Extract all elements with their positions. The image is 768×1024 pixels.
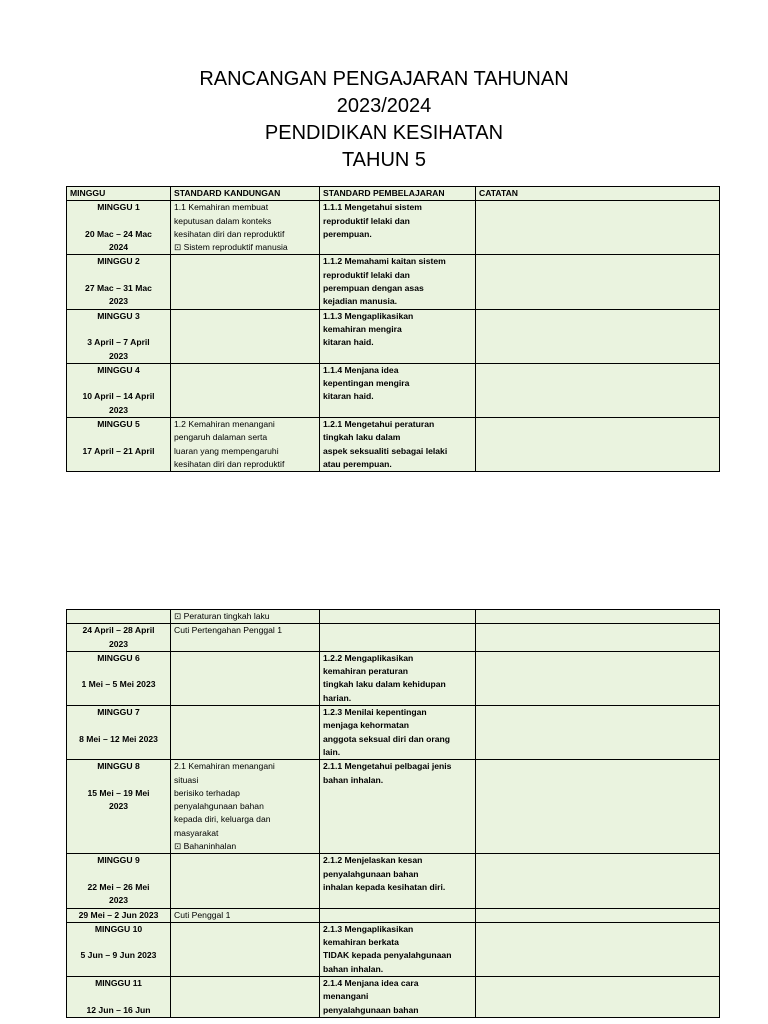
cell-text-line: bahan inhalan.	[323, 774, 384, 785]
cell-text-line	[70, 377, 167, 390]
cell-standard-pembelajaran	[320, 651, 476, 705]
cell-standard-kandungan	[171, 908, 320, 922]
cell-minggu	[67, 255, 171, 309]
cell-standard-kandungan	[171, 418, 320, 472]
cell-text-line: kemahiran mengira	[323, 323, 402, 334]
cell-standard-pembelajaran	[320, 418, 476, 472]
cell-text-line: aspek seksualiti sebagai lelaki	[323, 445, 448, 456]
cell-text-line: tingkah laku dalam	[323, 432, 401, 443]
cell-catatan	[476, 255, 720, 309]
cell-text-line: 8 Mei – 12 Mei 2023	[79, 733, 158, 744]
cell-text-line: 17 April – 21 April	[82, 445, 155, 456]
cell-text-line: tingkah laku dalam kehidupan	[323, 679, 446, 690]
cell-text-line: Cuti Pertengahan Penggal 1	[174, 625, 282, 636]
cell-text-line: 2.1 Kemahiran menangani	[174, 761, 275, 772]
table-row	[67, 706, 720, 760]
cell-standard-kandungan	[171, 706, 320, 760]
cell-text-line: MINGGU 10	[94, 923, 143, 934]
cell-standard-kandungan	[171, 363, 320, 417]
title-line-1: RANCANGAN PENGAJARAN TAHUNAN	[199, 68, 569, 90]
cell-standard-kandungan	[171, 760, 320, 854]
cell-text-line: berisiko terhadap	[174, 787, 240, 798]
cell-standard-pembelajaran	[320, 624, 476, 652]
cell-text-line: kemahiran berkata	[323, 937, 399, 948]
cell-minggu	[67, 908, 171, 922]
lesson-plan-table-2	[66, 609, 720, 1018]
cell-text-line: 2023	[108, 895, 129, 906]
cell-minggu	[67, 610, 171, 624]
table-row	[67, 624, 720, 652]
cell-text-line: kepada diri, keluarga dan	[174, 814, 271, 825]
cell-text-line: MINGGU 6	[97, 652, 140, 663]
cell-standard-pembelajaran	[320, 977, 476, 1018]
cell-text-line	[70, 431, 167, 444]
cell-standard-pembelajaran	[320, 201, 476, 255]
cell-standard-kandungan	[171, 610, 320, 624]
table-row	[67, 760, 720, 854]
cell-minggu	[67, 624, 171, 652]
cell-text-line: reproduktif lelaki dan	[323, 269, 410, 280]
cell-minggu	[67, 854, 171, 908]
cell-minggu	[67, 922, 171, 976]
table-header-row	[67, 187, 720, 201]
cell-text-line: kitaran haid.	[323, 391, 374, 402]
header-catatan: CATATAN	[476, 187, 720, 201]
cell-catatan	[476, 977, 720, 1018]
cell-text-line: 15 Mei – 19 Mei	[87, 787, 150, 798]
cell-text-line: MINGGU 2	[97, 256, 140, 267]
cell-text-line: Cuti Penggal 1	[174, 909, 231, 920]
cell-text-line: kepentingan mengira	[323, 378, 410, 389]
table-row	[67, 854, 720, 908]
header-standard-pembelajaran: STANDARD PEMBELAJARAN	[320, 187, 476, 201]
cell-text-line: menangani	[323, 991, 369, 1002]
cell-text-line: 27 Mac – 31 Mac	[85, 283, 152, 294]
cell-catatan	[476, 610, 720, 624]
cell-text-line: luaran yang mempengaruhi	[174, 445, 279, 456]
cell-text-line	[70, 774, 167, 787]
cell-text-line: 1.1.1 Mengetahui sistem	[323, 202, 422, 213]
cell-standard-pembelajaran	[320, 854, 476, 908]
cell-text-line: 2023	[108, 296, 129, 307]
cell-minggu	[67, 418, 171, 472]
cell-text-line: kejadian manusia.	[323, 296, 398, 307]
cell-text-line: 20 Mac – 24 Mac	[85, 228, 152, 239]
cell-text-line	[70, 665, 167, 678]
cell-text-line: 2023	[108, 350, 129, 361]
cell-catatan	[476, 418, 720, 472]
cell-catatan	[476, 706, 720, 760]
cell-text-line: 1.1.4 Menjana idea	[323, 364, 399, 375]
cell-minggu	[67, 651, 171, 705]
cell-text-line: penyalahgunaan bahan	[174, 801, 264, 812]
cell-text-line: kitaran haid.	[323, 337, 374, 348]
cell-text-line: 1.1.2 Memahami kaitan sistem	[323, 256, 446, 267]
cell-text-line: 2.1.2 Menjelaskan kesan	[323, 855, 423, 866]
cell-text-line	[70, 215, 167, 228]
cell-standard-kandungan	[171, 922, 320, 976]
header-minggu: MINGGU	[67, 187, 171, 201]
cell-text-line: 2024	[108, 242, 129, 253]
cell-standard-pembelajaran	[320, 309, 476, 363]
cell-minggu	[67, 363, 171, 417]
table-row	[67, 201, 720, 255]
cell-text-line: 10 April – 14 April	[82, 391, 155, 402]
table-row	[67, 651, 720, 705]
cell-standard-pembelajaran	[320, 706, 476, 760]
cell-standard-pembelajaran	[320, 255, 476, 309]
cell-text-line: 5 Jun – 9 Jun 2023	[80, 950, 157, 961]
cell-catatan	[476, 201, 720, 255]
cell-text-line: MINGGU 1	[97, 202, 140, 213]
cell-text-line: 22 Mei – 26 Mei	[87, 881, 150, 892]
cell-text-line: penyalahgunaan bahan	[323, 868, 419, 879]
cell-text-line: 2023	[108, 404, 129, 415]
cell-text-line: 24 April – 28 April	[82, 625, 155, 636]
cell-text-line: 1.2 Kemahiran menangani	[174, 419, 275, 430]
table-row	[67, 977, 720, 1018]
cell-text-line: 1.2.3 Menilai kepentingan	[323, 707, 427, 718]
cell-text-line: 2.1.1 Mengetahui pelbagai jenis	[323, 761, 452, 772]
cell-text-line: 1.2.1 Mengetahui peraturan	[323, 419, 435, 430]
cell-text-line: 1 Mei – 5 Mei 2023	[81, 679, 156, 690]
cell-standard-kandungan	[171, 255, 320, 309]
cell-standard-kandungan	[171, 309, 320, 363]
cell-catatan	[476, 309, 720, 363]
cell-text-line: bahan inhalan.	[323, 963, 384, 974]
cell-text-line: 29 Mei – 2 Jun 2023	[78, 909, 159, 920]
document-title	[0, 66, 768, 174]
cell-text-line: TIDAK kepada penyalahgunaan	[323, 950, 452, 961]
cell-standard-kandungan	[171, 624, 320, 652]
title-line-3: PENDIDIKAN KESIHATAN	[264, 122, 504, 144]
cell-standard-pembelajaran	[320, 760, 476, 854]
cell-text-line: 2.1.4 Menjana idea cara	[323, 978, 419, 989]
cell-standard-pembelajaran	[320, 363, 476, 417]
cell-text-line: penyalahgunaan bahan	[323, 1004, 419, 1015]
cell-text-line: MINGGU 11	[95, 978, 142, 989]
cell-text-line: 1.1.3 Mengaplikasikan	[323, 310, 414, 321]
cell-standard-kandungan	[171, 201, 320, 255]
cell-standard-pembelajaran	[320, 908, 476, 922]
cell-text-line: kesihatan diri dan reproduktif	[174, 228, 285, 239]
cell-text-line: 2023	[108, 638, 129, 649]
cell-text-line: MINGGU 8	[97, 761, 140, 772]
cell-text-line: inhalan kepada kesihatan diri.	[323, 881, 446, 892]
table-row	[67, 922, 720, 976]
cell-minggu	[67, 309, 171, 363]
cell-text-line: ⊡ Sistem reproduktif manusia	[174, 242, 288, 253]
cell-text-line: atau perempuan.	[323, 458, 392, 469]
cell-text-line: menjaga kehormatan	[323, 720, 409, 731]
lesson-plan-table-1	[66, 186, 720, 472]
cell-catatan	[476, 363, 720, 417]
cell-catatan	[476, 922, 720, 976]
title-line-2: 2023/2024	[336, 95, 432, 117]
table-row	[67, 363, 720, 417]
table-row	[67, 610, 720, 624]
cell-text-line: masyarakat	[174, 827, 219, 838]
cell-text-line: perempuan.	[323, 228, 372, 239]
cell-text-line: 2023	[108, 801, 129, 812]
cell-text-line: kesihatan diri dan reproduktif	[174, 458, 285, 469]
cell-catatan	[476, 624, 720, 652]
header-standard-kandungan: STANDARD KANDUNGAN	[171, 187, 320, 201]
cell-text-line: MINGGU 5	[97, 419, 140, 430]
cell-text-line: MINGGU 9	[97, 855, 140, 866]
cell-text-line: 2.1.3 Mengaplikasikan	[323, 923, 414, 934]
cell-minggu	[67, 760, 171, 854]
cell-text-line: anggota seksual diri dan orang	[323, 733, 451, 744]
cell-catatan	[476, 908, 720, 922]
cell-text-line	[70, 936, 167, 949]
cell-text-line: MINGGU 7	[97, 707, 140, 718]
cell-text-line: 12 Jun – 16 Jun	[86, 1004, 151, 1015]
table-row	[67, 255, 720, 309]
cell-text-line: 1.1 Kemahiran membuat	[174, 202, 269, 213]
cell-text-line: 3 April – 7 April	[87, 337, 150, 348]
cell-text-line: keputusan dalam konteks	[174, 215, 272, 226]
cell-text-line	[70, 269, 167, 282]
cell-standard-kandungan	[171, 977, 320, 1018]
cell-text-line: kemahiran peraturan	[323, 666, 409, 677]
cell-text-line: 1.2.2 Mengaplikasikan	[323, 652, 414, 663]
cell-standard-pembelajaran	[320, 922, 476, 976]
table-row	[67, 418, 720, 472]
cell-standard-pembelajaran	[320, 610, 476, 624]
cell-text-line: perempuan dengan asas	[323, 283, 424, 294]
cell-standard-kandungan	[171, 854, 320, 908]
cell-text-line	[70, 868, 167, 881]
cell-minggu	[67, 201, 171, 255]
cell-text-line: pengaruh dalaman serta	[174, 432, 268, 443]
table-row	[67, 309, 720, 363]
cell-minggu	[67, 977, 171, 1018]
cell-text-line: ⊡ Peraturan tingkah laku	[174, 611, 270, 621]
cell-text-line	[70, 719, 167, 732]
cell-text-line: MINGGU 4	[97, 364, 140, 375]
cell-standard-kandungan	[171, 651, 320, 705]
cell-text-line	[70, 323, 167, 336]
cell-catatan	[476, 854, 720, 908]
cell-text-line: ⊡ Bahaninhalan	[174, 841, 237, 852]
cell-text-line: MINGGU 3	[97, 310, 140, 321]
title-line-4: TAHUN 5	[341, 149, 427, 171]
cell-text-line: situasi	[174, 774, 199, 785]
cell-minggu	[67, 706, 171, 760]
table-row	[67, 908, 720, 922]
cell-text-line	[70, 990, 167, 1003]
cell-catatan	[476, 651, 720, 705]
cell-text-line: lain.	[323, 746, 341, 757]
cell-text-line: reproduktif lelaki dan	[323, 215, 410, 226]
cell-text-line: harian.	[323, 692, 352, 703]
cell-catatan	[476, 760, 720, 854]
